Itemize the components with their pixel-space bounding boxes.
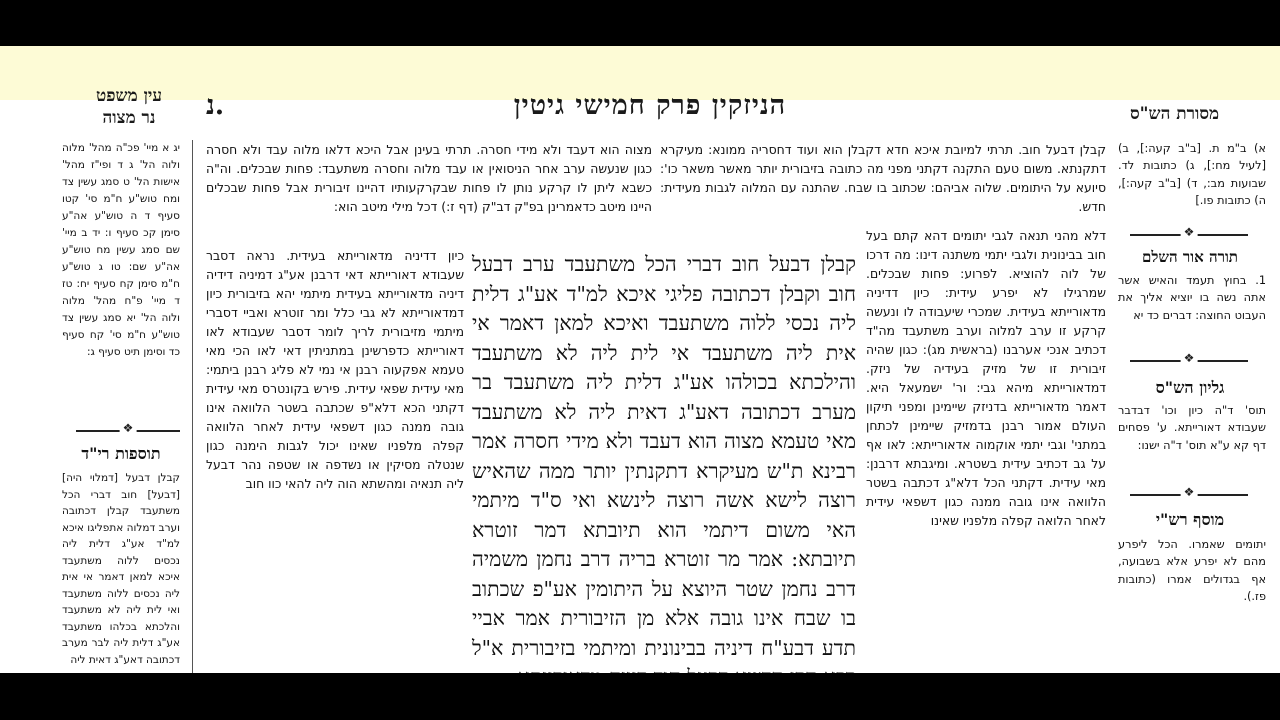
header-masoret-label: מסורת הש"ס [1130, 104, 1220, 124]
page-number: נ. [206, 90, 225, 121]
section-divider-ornament [1130, 230, 1248, 240]
tosafot-column-text: כיון דדיניה מדאורייתא בעידית. נראה דסבר שעבודא דאורייתא דאי דרבנן אע"ג דמיניה דידיה דיניה מדאורייתא בעידית מיתמי יהא בזיבורית כיון דמדאורייתא לא גבי כלל ומר זוטרא ואביי דסברי מיתמי מזיבורית לריך לומר דסבר שעבודא לאו דאורייתא כדפרשינן במתניתין דאי לאו הכי מאי טעמא אפקעוה רבנן אי נמי לא פליג רבנן ביתמי: מאי עידית שפאי עידית. פירש בקונטרס מאי עידית דקתני הכא דלא"פ שכתבה בשטר הלוואה אינו גובה ממנה כגון דשפאי עידית לאחר הלוואה קפלה מלפניו שאינו יכול לגבות הימנה כגון שנטלה מסיקין או נשדפה או שטפה נהר דבעל ליה תנאיה ומהשתא הוה ליה להאי כוו חוב [206, 248, 464, 491]
torah-or-heading: תורה אור השלם [1142, 248, 1238, 266]
gemara-main-text: קבלן דבעל חוב דברי הכל משתעבד ערב דבעל חוב וקבלן דכתובה פליגי איכא למ"ד אע"ג דלית ליה נכסי ללוה משתעבד ואיכא למאן דאמר אי אית ליה משתעבד אי לית ליה לא משתעבד והילכתא בכולהו אע"ג דלית ליה משתעבד בר מערב דכתובה דאע"ג דאית ליה לא משתעבד מאי טעמא מצוה הוא דעבד ולא מידי חסרה אמר רבינא ת"ש מעיקרא דתקנתין יותר ממה שהאיש רוצה לישא אשה רוצה לינשא ואי ס"ד מיתמי האי משום דיתמי הוא תיובתא דמר זוטרא תיובתא: אמר מר זוטרא בריה דרב נחמן משמיה דרב נחמן שטר היוצא על היתומין אע"פ שכתוב בו שבח אינו גובה אלא מן הזיבורית אמר אביי תדע דבע"ח דיניה בבינונית ומיתמי בזיבורית א"ל [472, 252, 856, 660]
header-ner-mitzvah-label: נר מצוה [102, 108, 156, 128]
talmud-page [0, 46, 1280, 673]
header-ein-mishpat-label: עין משפט [96, 86, 162, 106]
gilyon-text: תוס' ד"ה כיון וכו' דבדבר שעבודא דאורייתא. ע' פסחים דף קא ע"א תוס' ד"ה ישנו: [1118, 404, 1266, 452]
torah-or-text: 1. בחוץ תעמד והאיש אשר אתה נשה בו יוציא אליך את העבוט החוצה: דברים כד יא [1118, 274, 1266, 322]
column-divider [192, 140, 193, 673]
section-divider-ornament [76, 426, 180, 436]
section-divider-ornament [1130, 356, 1248, 366]
top-letterbox-bar [0, 0, 1280, 46]
page-title: הניזקין פרק חמישי גיטין [513, 90, 787, 121]
masoret-shas-text: א) ב"מ ת. [ב"ב קעה:], ב) [לעיל מח:], ג) כתובות לד. שבועות מב:, ד) [ב"ב קעה:], ה) כתובות פו.] [1118, 142, 1266, 208]
bottom-letterbox-bar [0, 673, 1280, 720]
rashi-column-text: דלא מהני תנאה לגבי יתומים דהא קתם בעל חוב בבינונית ולגבי יתמי משתנה דינו: מה דרכו של לוה להוציא. לפרוע: פחות שבכלים. שמרגילו לא יפרע עידית: כיון דדיניה מדאורייתא בעידית. שמכרי שיעבודה לו ונעשה קרקע זו ערב למלוה וערב משתעבד מה"ד דכתיב אנכי אערבנו (בראשית מג): כגון שהיה זיבורית זו של מזיק בעידיה של ניזק. דמדאורייתא מיהא גבי: ור' ישמעאל היא. דאמר מדאורייתא בדניזק שיימינן ומפני תיקון העולם אמור רבנן בדמזיק שיימינן לכתחן במתני' וגבי יתמי אוקמוה אדאורייתא: לאו אף על גב דכתיב עידית בשטרא. ומיגבתא דרבנן: מאי עידית. דקתני הכל דלא"ג דכתבה בשטר הלוואה אינו גובה ממנה כגון דשפאי עידית לאחר הלואה קפלה מלפניו שאינו [866, 228, 1106, 528]
tosafot-rid-heading: תוספות רי"ד [81, 444, 161, 463]
musaf-rashi-heading: מוסף רש"י [1155, 510, 1225, 529]
musaf-rashi-text: יתומים שאמרו. הכל ליפרע מהם לא יפרע אלא בשבועה, אף בגדולים אמרו (כתובות פז.). [1118, 538, 1266, 604]
section-divider-ornament [1130, 490, 1248, 500]
ein-mishpat-text: יג א מיי' פכ"ה מהל' מלוה ולוה הל' ג ד ופי"ז מהל' אישות הל' ט סמג עשין צד ומח טוש"ע ח"מ סי' קטו סעיף ד ה טוש"ע אה"ע סימן קכ סעיף ו: יד ב מיי' שם סמג עשין מח טוש"ע אה"ע שם: טו ג טוש"ע ח"מ סימן קח סעיף יח: טז ד מיי' פ"ח מהל' מלוה ולוה הל' יא סמג עשין צד טוש"ע ח"מ סי' קח סעיף כד וסימן תיט סעיף ג: [62, 142, 180, 358]
tosafot-rid-text: קבלן דבעל [דמלוי היה] [דבעל] חוב דברי הכל משתעבד קבלן דכתובה וערב דמלוה אתפליגו איכא למ"ד אע"ג דלית ליה נכסים ללוה משתעבד איכא למאן דאמר אי אית ליה נכסים ללוה משתעבד ואי לית ליה לא משתעבד והלכתא בכלהו משתעבד אע"ג דלית ליה לבר מערב דכתובה דאע"ג דאית ליה [62, 472, 180, 666]
tosafot-top-text: מצוה הוא דעבד ולא מידי חסרה. תרתי בעינן אבל היכא דלאו מלוה עבד ולא חסרה כגון שנעשה ערב אחר הניסואין או עבד מלוה וחסרה משתעבד: פחות שבכלים. וה"ה כשבא ליתן לו קרקע נותן לו פחות שבקרקעותיו דהיינו זיבורית אבל פחות שבכלים היינו מיטב כדאמרינן בפ"ק דב"ק (דף ז:) דכל מילי מיטב הוא: [206, 142, 652, 214]
rashi-top-text: קבלן דבעל חוב. תרתי למיובת איכא חדא דקבלן הוא ועוד דחסריה ממונא: מעיקרא דתקנתא. משום טעם התקנה דקתני מפני מה כתובה בזיבורית יותר מאשר משאר כו': סיועא על היתומים. שלוה אביהם: שכתוב בו שבח. שהתנה עם המלוה לגבות מעידית: חדש. [660, 142, 1106, 214]
gilyon-heading: גליון הש"ס [1155, 378, 1225, 397]
